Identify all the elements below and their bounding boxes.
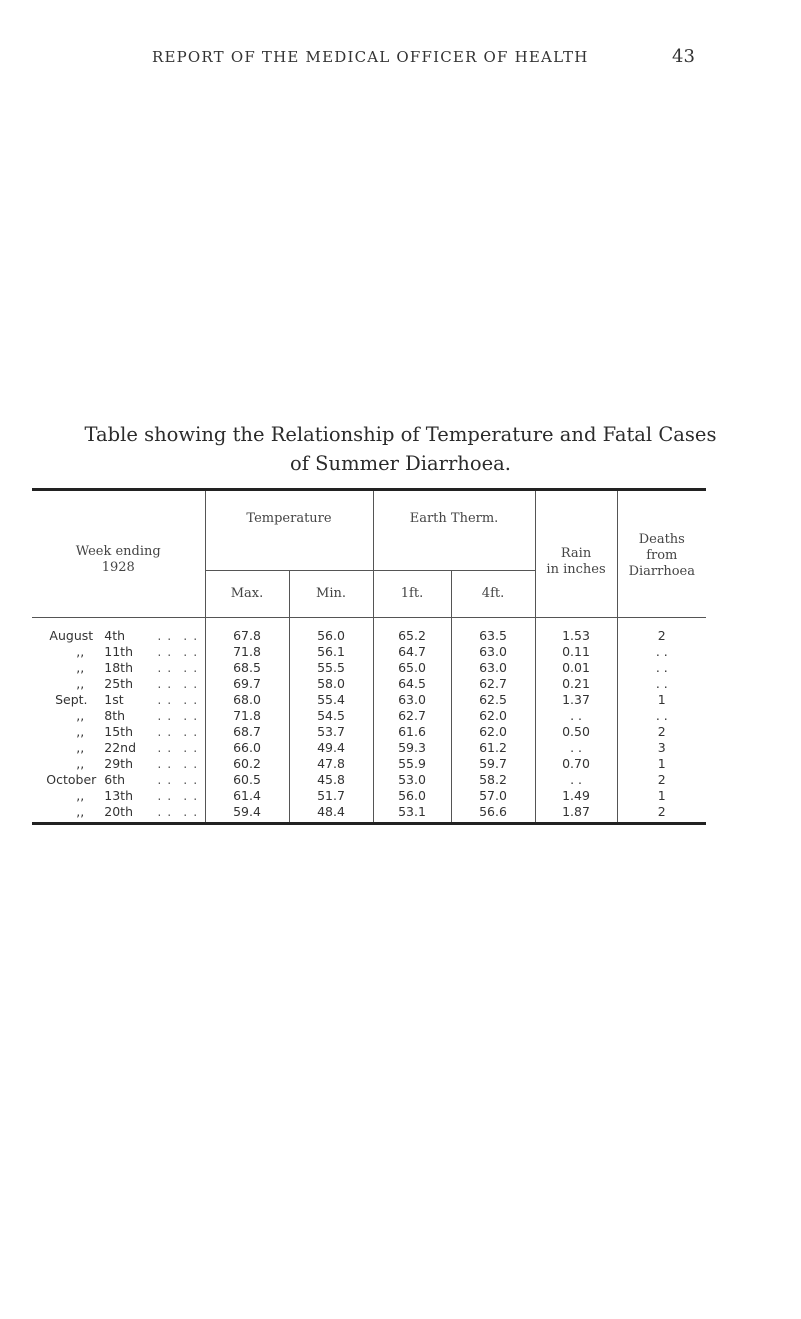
month-label: ,, (76, 676, 85, 691)
week-cell (32, 708, 205, 724)
rain-cell: . . (535, 708, 617, 724)
leader-dots: . . (183, 772, 199, 787)
max-temp-cell: 68.7 (205, 724, 289, 740)
deaths-cell: 2 (617, 804, 706, 824)
caption-line-2: of Summer Diarrhoea. (290, 452, 511, 475)
week-cell (32, 692, 205, 708)
leader-dots: . . (183, 724, 199, 739)
leader-dots: . . (157, 740, 173, 755)
rain-unit-label: in inches (546, 561, 606, 577)
rain-header (535, 490, 617, 618)
leader-dots: . . (157, 692, 173, 707)
day-label: 6th (104, 772, 126, 787)
leader-dots: . . (157, 660, 173, 675)
earth-1ft-cell: 53.1 (373, 804, 451, 824)
earth-1ft-cell: 64.7 (373, 644, 451, 660)
day-label: 8th (104, 708, 126, 723)
min-temp-cell: 47.8 (289, 756, 373, 772)
page-number: 43 (672, 46, 695, 67)
earth-1ft-cell: 61.6 (373, 724, 451, 740)
max-temp-cell: 71.8 (205, 644, 289, 660)
earth-4ft-cell: 59.7 (451, 756, 535, 772)
earth-4ft-cell: 63.0 (451, 660, 535, 676)
table-row (32, 804, 706, 824)
max-temp-cell: 60.5 (205, 772, 289, 788)
rain-cell: 0.50 (535, 724, 617, 740)
day-label: 29th (104, 756, 134, 771)
min-temp-cell: 53.7 (289, 724, 373, 740)
deaths-cell: . . (617, 676, 706, 692)
week-cell (32, 618, 205, 645)
deaths-cell: . . (617, 660, 706, 676)
rain-cell: 0.21 (535, 676, 617, 692)
table-row (32, 618, 706, 645)
report-title: REPORT OF THE MEDICAL OFFICER OF HEALTH (152, 48, 589, 66)
month-label: ,, (76, 804, 85, 819)
table-caption (0, 420, 801, 478)
table-row (32, 788, 706, 804)
leader-dots: . . (183, 660, 199, 675)
deaths-cell: 1 (617, 788, 706, 804)
week-cell (32, 772, 205, 788)
max-temp-cell: 60.2 (205, 756, 289, 772)
deaths-cell: 1 (617, 756, 706, 772)
leader-dots: . . (183, 804, 199, 819)
rain-cell: 0.11 (535, 644, 617, 660)
min-temp-cell: 58.0 (289, 676, 373, 692)
earth-4ft-cell: 57.0 (451, 788, 535, 804)
table-row (32, 708, 706, 724)
day-label: 25th (104, 676, 134, 691)
leader-dots: . . (157, 804, 173, 819)
leader-dots: . . (157, 644, 173, 659)
rain-cell: 0.01 (535, 660, 617, 676)
deaths-cell: 1 (617, 692, 706, 708)
temperature-diarrhoea-table (32, 488, 706, 825)
earth-4ft-cell: 62.0 (451, 708, 535, 724)
max-temp-cell: 68.0 (205, 692, 289, 708)
earth-4ft-cell: 62.5 (451, 692, 535, 708)
earth-1ft-cell: 63.0 (373, 692, 451, 708)
max-temp-cell: 68.5 (205, 660, 289, 676)
year-label: 1928 (101, 559, 135, 575)
rain-cell: . . (535, 740, 617, 756)
earth-4ft-cell: 62.0 (451, 724, 535, 740)
rain-label: Rain (560, 545, 592, 561)
week-cell (32, 788, 205, 804)
rain-cell: 1.49 (535, 788, 617, 804)
deaths-cell: 2 (617, 772, 706, 788)
earth-1ft-cell: 53.0 (373, 772, 451, 788)
table-row (32, 692, 706, 708)
min-temp-cell: 55.5 (289, 660, 373, 676)
max-temp-cell: 69.7 (205, 676, 289, 692)
day-label: 13th (104, 788, 134, 803)
month-label: ,, (76, 660, 85, 675)
earth-1ft-cell: 59.3 (373, 740, 451, 756)
day-label: 4th (104, 628, 126, 643)
running-header (0, 44, 801, 74)
month-label: Sept. (55, 692, 88, 707)
table-row (32, 676, 706, 692)
leader-dots: . . (157, 628, 173, 643)
month-label: ,, (76, 644, 85, 659)
table-row (32, 740, 706, 756)
leader-dots: . . (183, 692, 199, 707)
month-label: ,, (76, 724, 85, 739)
max-temp-cell: 61.4 (205, 788, 289, 804)
rain-cell: 1.37 (535, 692, 617, 708)
table-body (32, 618, 706, 824)
max-temp-header: Max. (205, 571, 289, 618)
table-row (32, 756, 706, 772)
day-label: 11th (104, 644, 134, 659)
leader-dots: . . (183, 788, 199, 803)
caption-line-1: Table showing the Relationship of Temperature and Fatal Cases (84, 423, 717, 446)
week-ending-label: Week ending (75, 543, 161, 559)
deaths-cell: 2 (617, 724, 706, 740)
day-label: 1st (104, 692, 124, 707)
min-temp-cell: 49.4 (289, 740, 373, 756)
month-label: ,, (76, 740, 85, 755)
earth-therm-header: Earth Therm. (373, 490, 535, 571)
min-temp-cell: 54.5 (289, 708, 373, 724)
leader-dots: . . (183, 756, 199, 771)
leader-dots: . . (183, 644, 199, 659)
earth-4ft-cell: 61.2 (451, 740, 535, 756)
max-temp-cell: 71.8 (205, 708, 289, 724)
week-cell (32, 660, 205, 676)
deaths-label: Deaths (638, 531, 685, 547)
deaths-cell: 2 (617, 618, 706, 645)
leader-dots: . . (157, 676, 173, 691)
month-label: ,, (76, 756, 85, 771)
earth-1ft-cell: 55.9 (373, 756, 451, 772)
leader-dots: . . (183, 708, 199, 723)
diarrhoea-label: Diarrhoea (628, 563, 695, 579)
table-row (32, 644, 706, 660)
leader-dots: . . (157, 756, 173, 771)
earth-4ft-cell: 58.2 (451, 772, 535, 788)
week-cell (32, 644, 205, 660)
month-label: October (46, 772, 97, 787)
min-temp-cell: 48.4 (289, 804, 373, 824)
min-temp-header: Min. (289, 571, 373, 618)
leader-dots: . . (183, 676, 199, 691)
day-label: 18th (104, 660, 134, 675)
rain-cell: . . (535, 772, 617, 788)
leader-dots: . . (157, 772, 173, 787)
earth-4ft-cell: 63.5 (451, 618, 535, 645)
day-label: 20th (104, 804, 134, 819)
min-temp-cell: 45.8 (289, 772, 373, 788)
deaths-cell: . . (617, 644, 706, 660)
earth-1ft-header: 1ft. (373, 571, 451, 618)
leader-dots: . . (157, 708, 173, 723)
table-row (32, 772, 706, 788)
week-cell (32, 756, 205, 772)
max-temp-cell: 59.4 (205, 804, 289, 824)
min-temp-cell: 56.0 (289, 618, 373, 645)
earth-4ft-cell: 56.6 (451, 804, 535, 824)
earth-1ft-cell: 65.0 (373, 660, 451, 676)
leader-dots: . . (183, 628, 199, 643)
min-temp-cell: 51.7 (289, 788, 373, 804)
rain-cell: 1.53 (535, 618, 617, 645)
table-row (32, 724, 706, 740)
earth-4ft-cell: 63.0 (451, 644, 535, 660)
min-temp-cell: 56.1 (289, 644, 373, 660)
earth-1ft-cell: 62.7 (373, 708, 451, 724)
leader-dots: . . (157, 788, 173, 803)
week-cell (32, 724, 205, 740)
deaths-cell: . . (617, 708, 706, 724)
earth-1ft-cell: 64.5 (373, 676, 451, 692)
earth-4ft-header: 4ft. (451, 571, 535, 618)
max-temp-cell: 67.8 (205, 618, 289, 645)
rain-cell: 1.87 (535, 804, 617, 824)
week-cell (32, 804, 205, 824)
leader-dots: . . (157, 724, 173, 739)
month-label: August (49, 628, 94, 643)
day-label: 22nd (104, 740, 137, 755)
week-ending-header (32, 490, 205, 618)
earth-1ft-cell: 65.2 (373, 618, 451, 645)
rain-cell: 0.70 (535, 756, 617, 772)
leader-dots: . . (183, 740, 199, 755)
month-label: ,, (76, 708, 85, 723)
deaths-from-label: from (646, 547, 678, 563)
week-cell (32, 740, 205, 756)
max-temp-cell: 66.0 (205, 740, 289, 756)
day-label: 15th (104, 724, 134, 739)
month-label: ,, (76, 788, 85, 803)
week-cell (32, 676, 205, 692)
table-row (32, 660, 706, 676)
deaths-header (617, 490, 706, 618)
earth-1ft-cell: 56.0 (373, 788, 451, 804)
temperature-header: Temperature (205, 490, 373, 571)
min-temp-cell: 55.4 (289, 692, 373, 708)
earth-4ft-cell: 62.7 (451, 676, 535, 692)
deaths-cell: 3 (617, 740, 706, 756)
